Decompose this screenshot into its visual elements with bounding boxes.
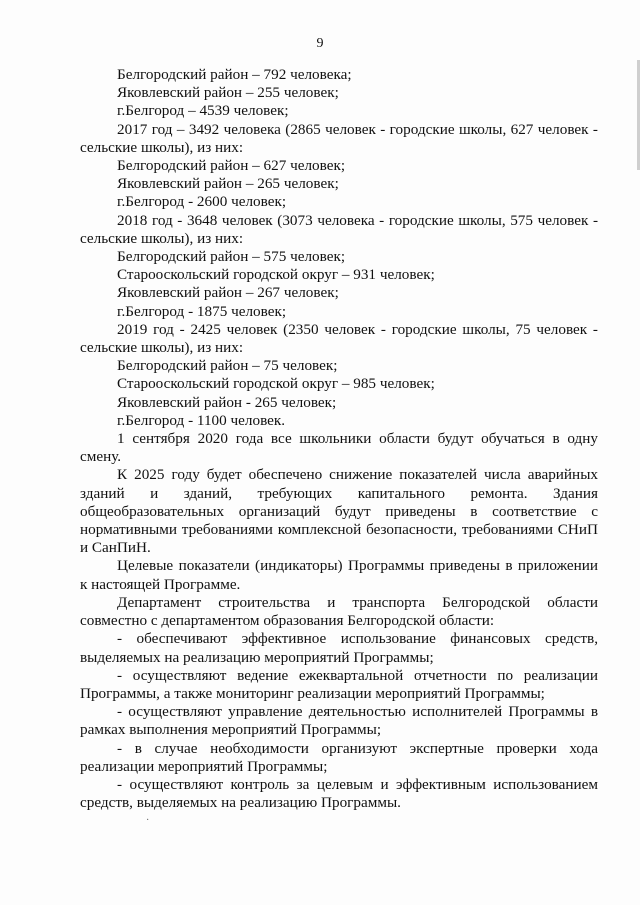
- list-item: Яковлевский район – 255 человек;: [117, 84, 339, 102]
- duty-list-item: - осуществляют управление деятельностью исполнителей Программы в рамках выполнения мероприятий Программы;: [80, 703, 598, 739]
- list-item: г.Белгород - 2600 человек;: [117, 193, 287, 211]
- body-paragraph: 1 сентября 2020 года все школьники области будут обучаться в одну смену.: [80, 430, 598, 466]
- year-summary-paragraph: 2019 год - 2425 человек (2350 человек - городские школы, 75 человек - сельские школы), из них:: [80, 320, 598, 357]
- document-body: [80, 66, 598, 812]
- duty-list-item: - обеспечивают эффективное использование финансовых средств, выделяемых на реализацию мероприятий Программы;: [80, 630, 598, 666]
- list-item: г.Белгород - 1100 человек.: [117, 411, 286, 429]
- page-number: 9: [316, 36, 324, 51]
- body-paragraph: К 2025 году будет обеспечено снижение показателей числа аварийных зданий и зданий, требующих капитального ремонта. Здания общеобразовательных организаций будут приведены в соответствие с нормативными требованиями комплексной безопасности, требованиями СНиП и СанПиН.: [80, 466, 598, 557]
- year-summary-paragraph: 2018 год - 3648 человек (3073 человека - городские школы, 575 человек - сельские школы), из них:: [80, 211, 598, 247]
- list-item: г.Белгород – 4539 человек;: [117, 102, 289, 120]
- year-summary-paragraph: 2017 год – 3492 человека (2865 человек - городские школы, 627 человек - сельские школы), из них:: [80, 120, 598, 156]
- list-item: Старооскольский городской округ – 931 человек;: [117, 266, 435, 284]
- list-item: Белгородский район – 792 человека;: [117, 66, 352, 83]
- list-item: Старооскольский городской округ – 985 человек;: [117, 375, 435, 393]
- list-item: Белгородский район – 627 человек;: [117, 157, 346, 175]
- duty-list-item: - осуществляют контроль за целевым и эффективным использованием средств, выделяемых на реализацию Программы.: [80, 775, 598, 812]
- body-paragraph: Департамент строительства и транспорта Белгородской области совместно с департаментом образования Белгородской области:: [80, 593, 598, 630]
- scan-dot-mark: ·: [146, 815, 150, 826]
- duty-list-item: - в случае необходимости организуют экспертные проверки хода реализации мероприятий Программы;: [80, 739, 598, 775]
- list-item: Белгородский район – 575 человек;: [117, 248, 346, 266]
- list-item: Яковлевский район – 265 человек;: [117, 175, 339, 193]
- duty-list-item: - осуществляют ведение ежеквартальной отчетности по реализации Программы, а также мониторинг реализации мероприятий Программы;: [80, 666, 598, 702]
- list-item: Яковлевский район - 265 человек;: [117, 393, 337, 411]
- list-item: г.Белгород - 1875 человек;: [117, 302, 287, 320]
- list-item: Яковлевский район – 267 человек;: [117, 284, 339, 302]
- body-paragraph: Целевые показатели (индикаторы) Программы приведены в приложении к настоящей Программе.: [80, 557, 598, 593]
- list-item: Белгородский район – 75 человек;: [117, 357, 338, 375]
